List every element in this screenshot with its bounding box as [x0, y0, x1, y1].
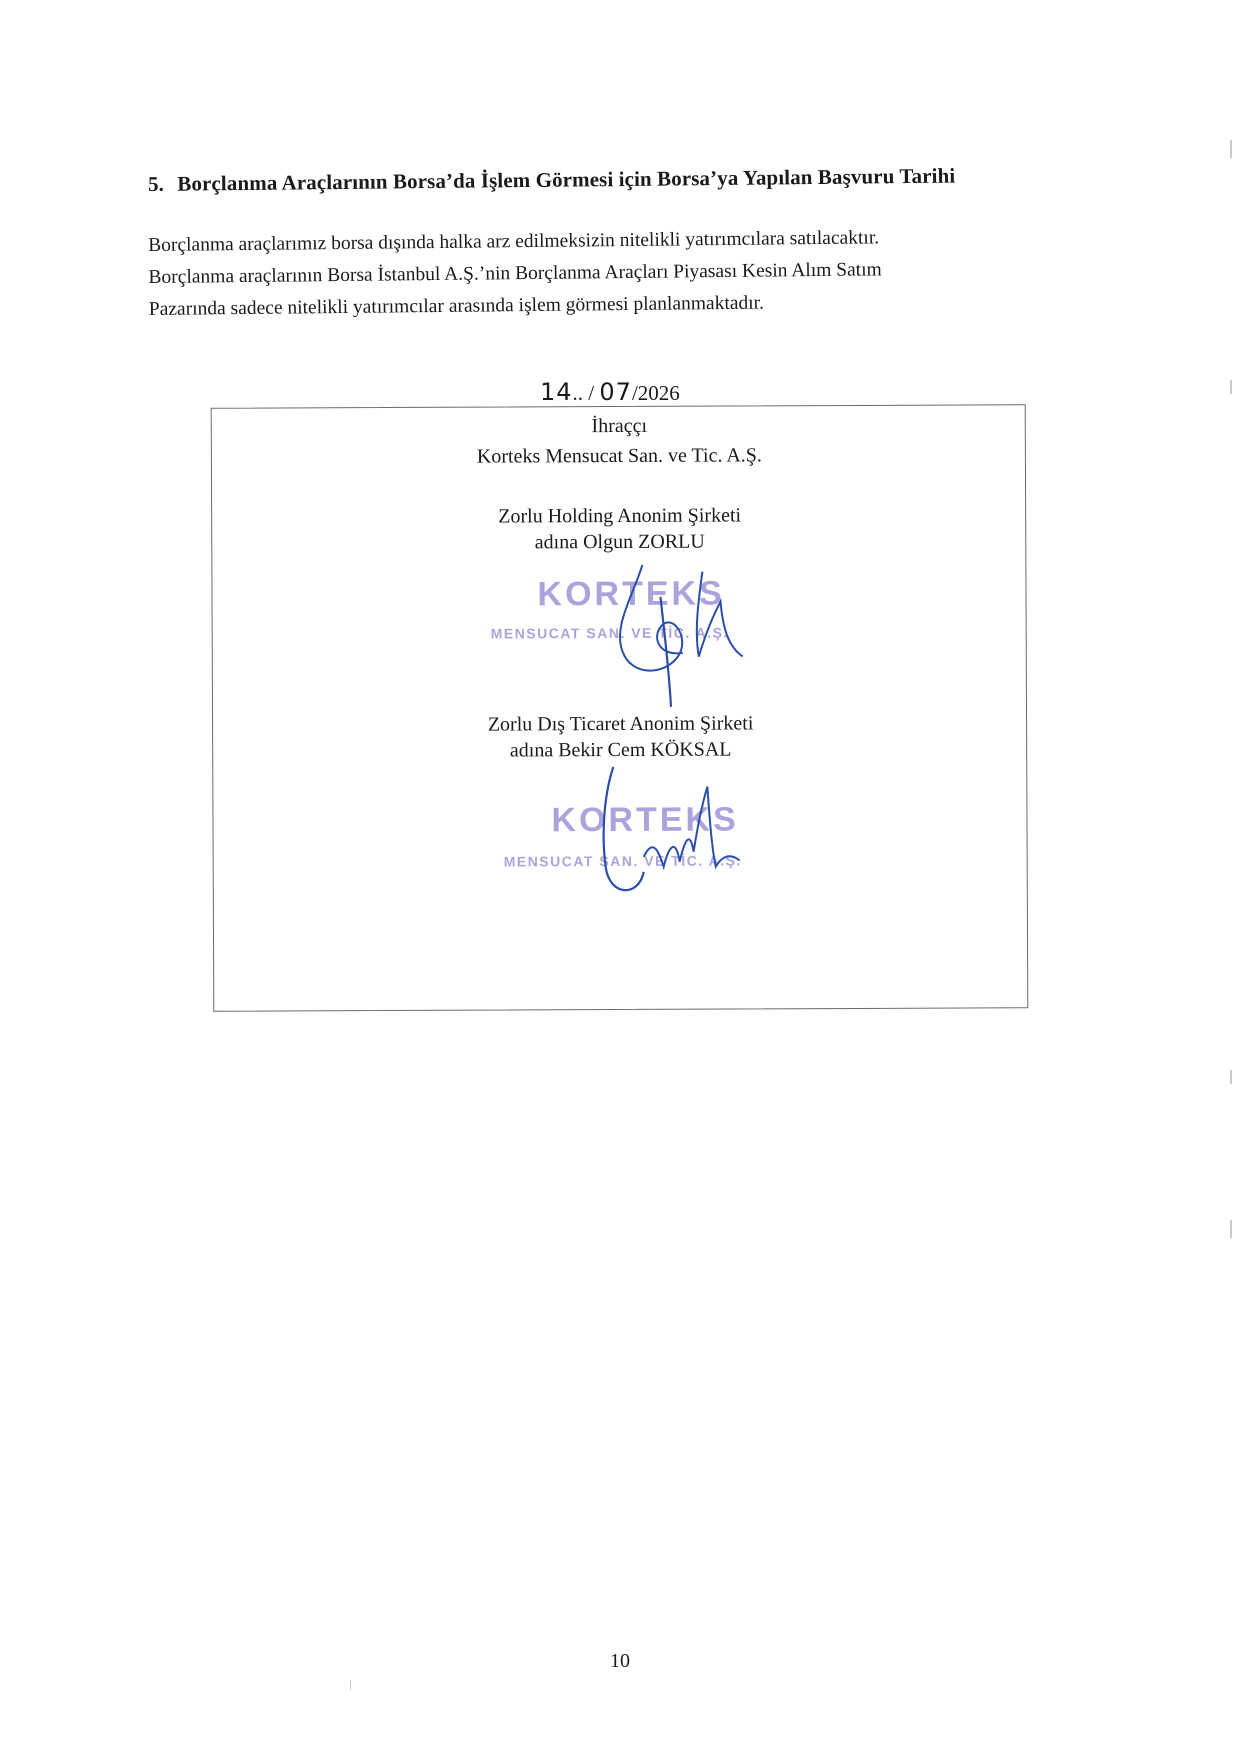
signature-2-icon	[583, 756, 764, 917]
signature-box	[211, 404, 1029, 1012]
section-heading	[148, 163, 1048, 197]
section-title: Borçlanma Araçlarının Borsa’da İşlem Görmesi için Borsa’ya Yapılan Başvuru Tarihi	[177, 163, 956, 196]
company-stamp-2-sub: MENSUCAT SAN. VE TİC. A.Ş.	[503, 852, 742, 870]
signatory1-entity: Zorlu Holding Anonim Şirketi	[498, 504, 742, 528]
date-separator: .. /	[572, 381, 600, 405]
paragraph-line-1: Borçlanma araçlarımız borsa dışında halka arz edilmeksizin nitelikli yatırımcılara satılacaktır.	[148, 227, 880, 256]
scan-speck	[350, 1680, 351, 1690]
signature-1-icon	[602, 556, 763, 717]
scan-edge-mark	[1230, 380, 1232, 394]
date-day-handwritten: 14	[540, 378, 573, 406]
company-stamp-1-sub: MENSUCAT SAN. VE TİC. A.Ş.	[490, 624, 729, 642]
issuer-label: İhraççı	[591, 414, 648, 438]
signatory2-entity: Zorlu Dış Ticaret Anonim Şirketi	[487, 712, 754, 736]
company-stamp-2-main: KORTEKS	[551, 800, 739, 840]
signatory1-on-behalf: adına Olgun ZORLU	[534, 530, 705, 554]
scan-edge-mark	[1230, 1070, 1232, 1084]
issuer-company: Korteks Mensucat San. ve Tic. A.Ş.	[476, 444, 762, 468]
section-number: 5.	[147, 171, 165, 196]
body-paragraph	[148, 220, 1091, 326]
company-stamp-1-main: KORTEKS	[537, 574, 725, 614]
date-year: /2026	[631, 381, 680, 405]
page-number: 10	[610, 1650, 630, 1672]
paragraph-line-3: Pazarında sadece nitelikli yatırımcılar arasında işlem görmesi planlanmaktadır.	[148, 292, 765, 320]
date-month-handwritten: 07	[599, 378, 632, 406]
signature-date	[540, 378, 680, 406]
signatory2-on-behalf: adına Bekir Cem KÖKSAL	[509, 738, 732, 762]
scan-edge-mark	[1230, 140, 1232, 158]
scan-edge-mark	[1230, 1220, 1232, 1238]
paragraph-line-2: Borçlanma araçlarının Borsa İstanbul A.Ş.’nin Borçlanma Araçları Piyasası Kesin Alım Satım	[148, 259, 882, 288]
